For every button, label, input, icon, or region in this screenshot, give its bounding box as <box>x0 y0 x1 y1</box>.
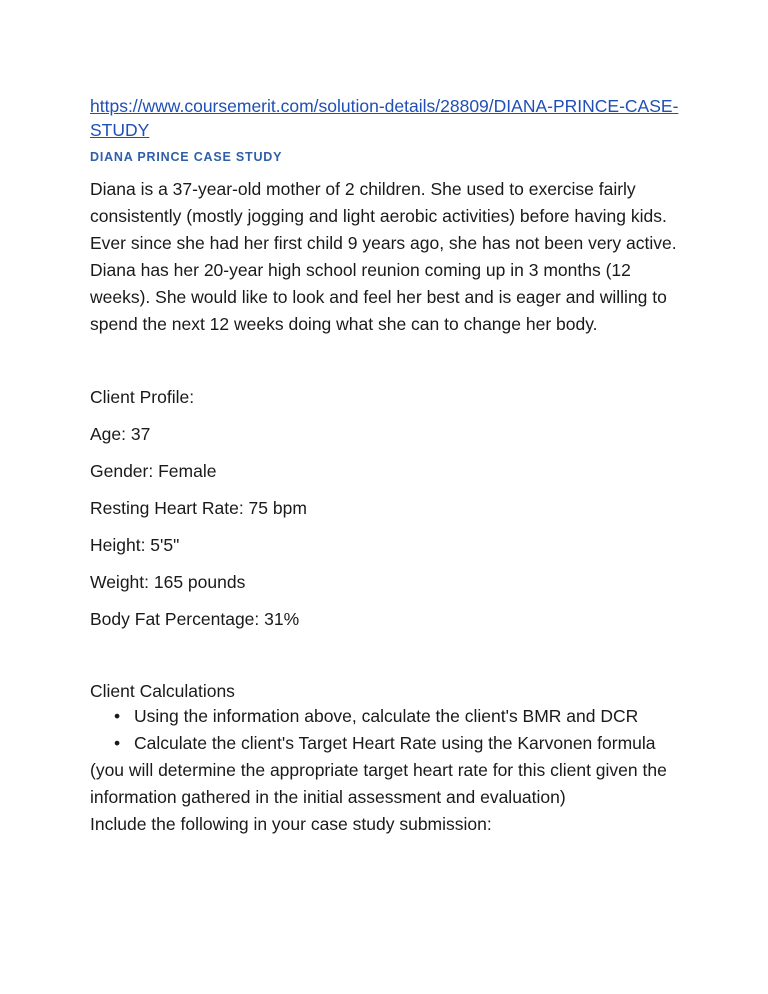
profile-gender: Gender: Female <box>90 461 217 481</box>
profile-body-fat: Body Fat Percentage: 31% <box>90 609 300 629</box>
list-item <box>90 730 680 811</box>
document-content <box>90 94 680 838</box>
document-heading: DIANA PRINCE CASE STUDY <box>90 150 283 164</box>
bullet-text: Calculate the client's Target Heart Rate using the Karvonen formula (you will determine the appropriate target heart rate for this client given the information gathered in the initial assessment and evaluation) <box>90 733 667 807</box>
bullet-text: Using the information above, calculate the client's BMR and DCR <box>134 706 639 726</box>
client-calculations-title: Client Calculations <box>90 681 235 701</box>
calculations-list <box>90 703 680 811</box>
client-profile-title: Client Profile: <box>90 387 195 407</box>
source-link[interactable]: https://www.coursemerit.com/solution-details/28809/DIANA-PRINCE-CASE-STUDY <box>90 96 679 140</box>
profile-height: Height: 5'5" <box>90 535 180 555</box>
intro-paragraph: Diana is a 37-year-old mother of 2 children. She used to exercise fairly consistently (mostly jogging and light aerobic activities) before having kids. Ever since she had her first child 9 years ago, she has not been very active. Diana has her 20-year high school reunion coming up in 3 months (12 weeks). She would like to look and feel her best and is eager and willing to spend the next 12 weeks doing what she can to change her body. <box>90 179 677 334</box>
profile-weight: Weight: 165 pounds <box>90 572 246 592</box>
profile-resting-heart-rate: Resting Heart Rate: 75 bpm <box>90 498 307 518</box>
profile-age: Age: 37 <box>90 424 151 444</box>
bullet-icon: • <box>114 706 121 726</box>
bullet-icon: • <box>114 733 121 753</box>
list-item <box>90 703 680 730</box>
submission-instructions: Include the following in your case study submission: <box>90 814 492 834</box>
